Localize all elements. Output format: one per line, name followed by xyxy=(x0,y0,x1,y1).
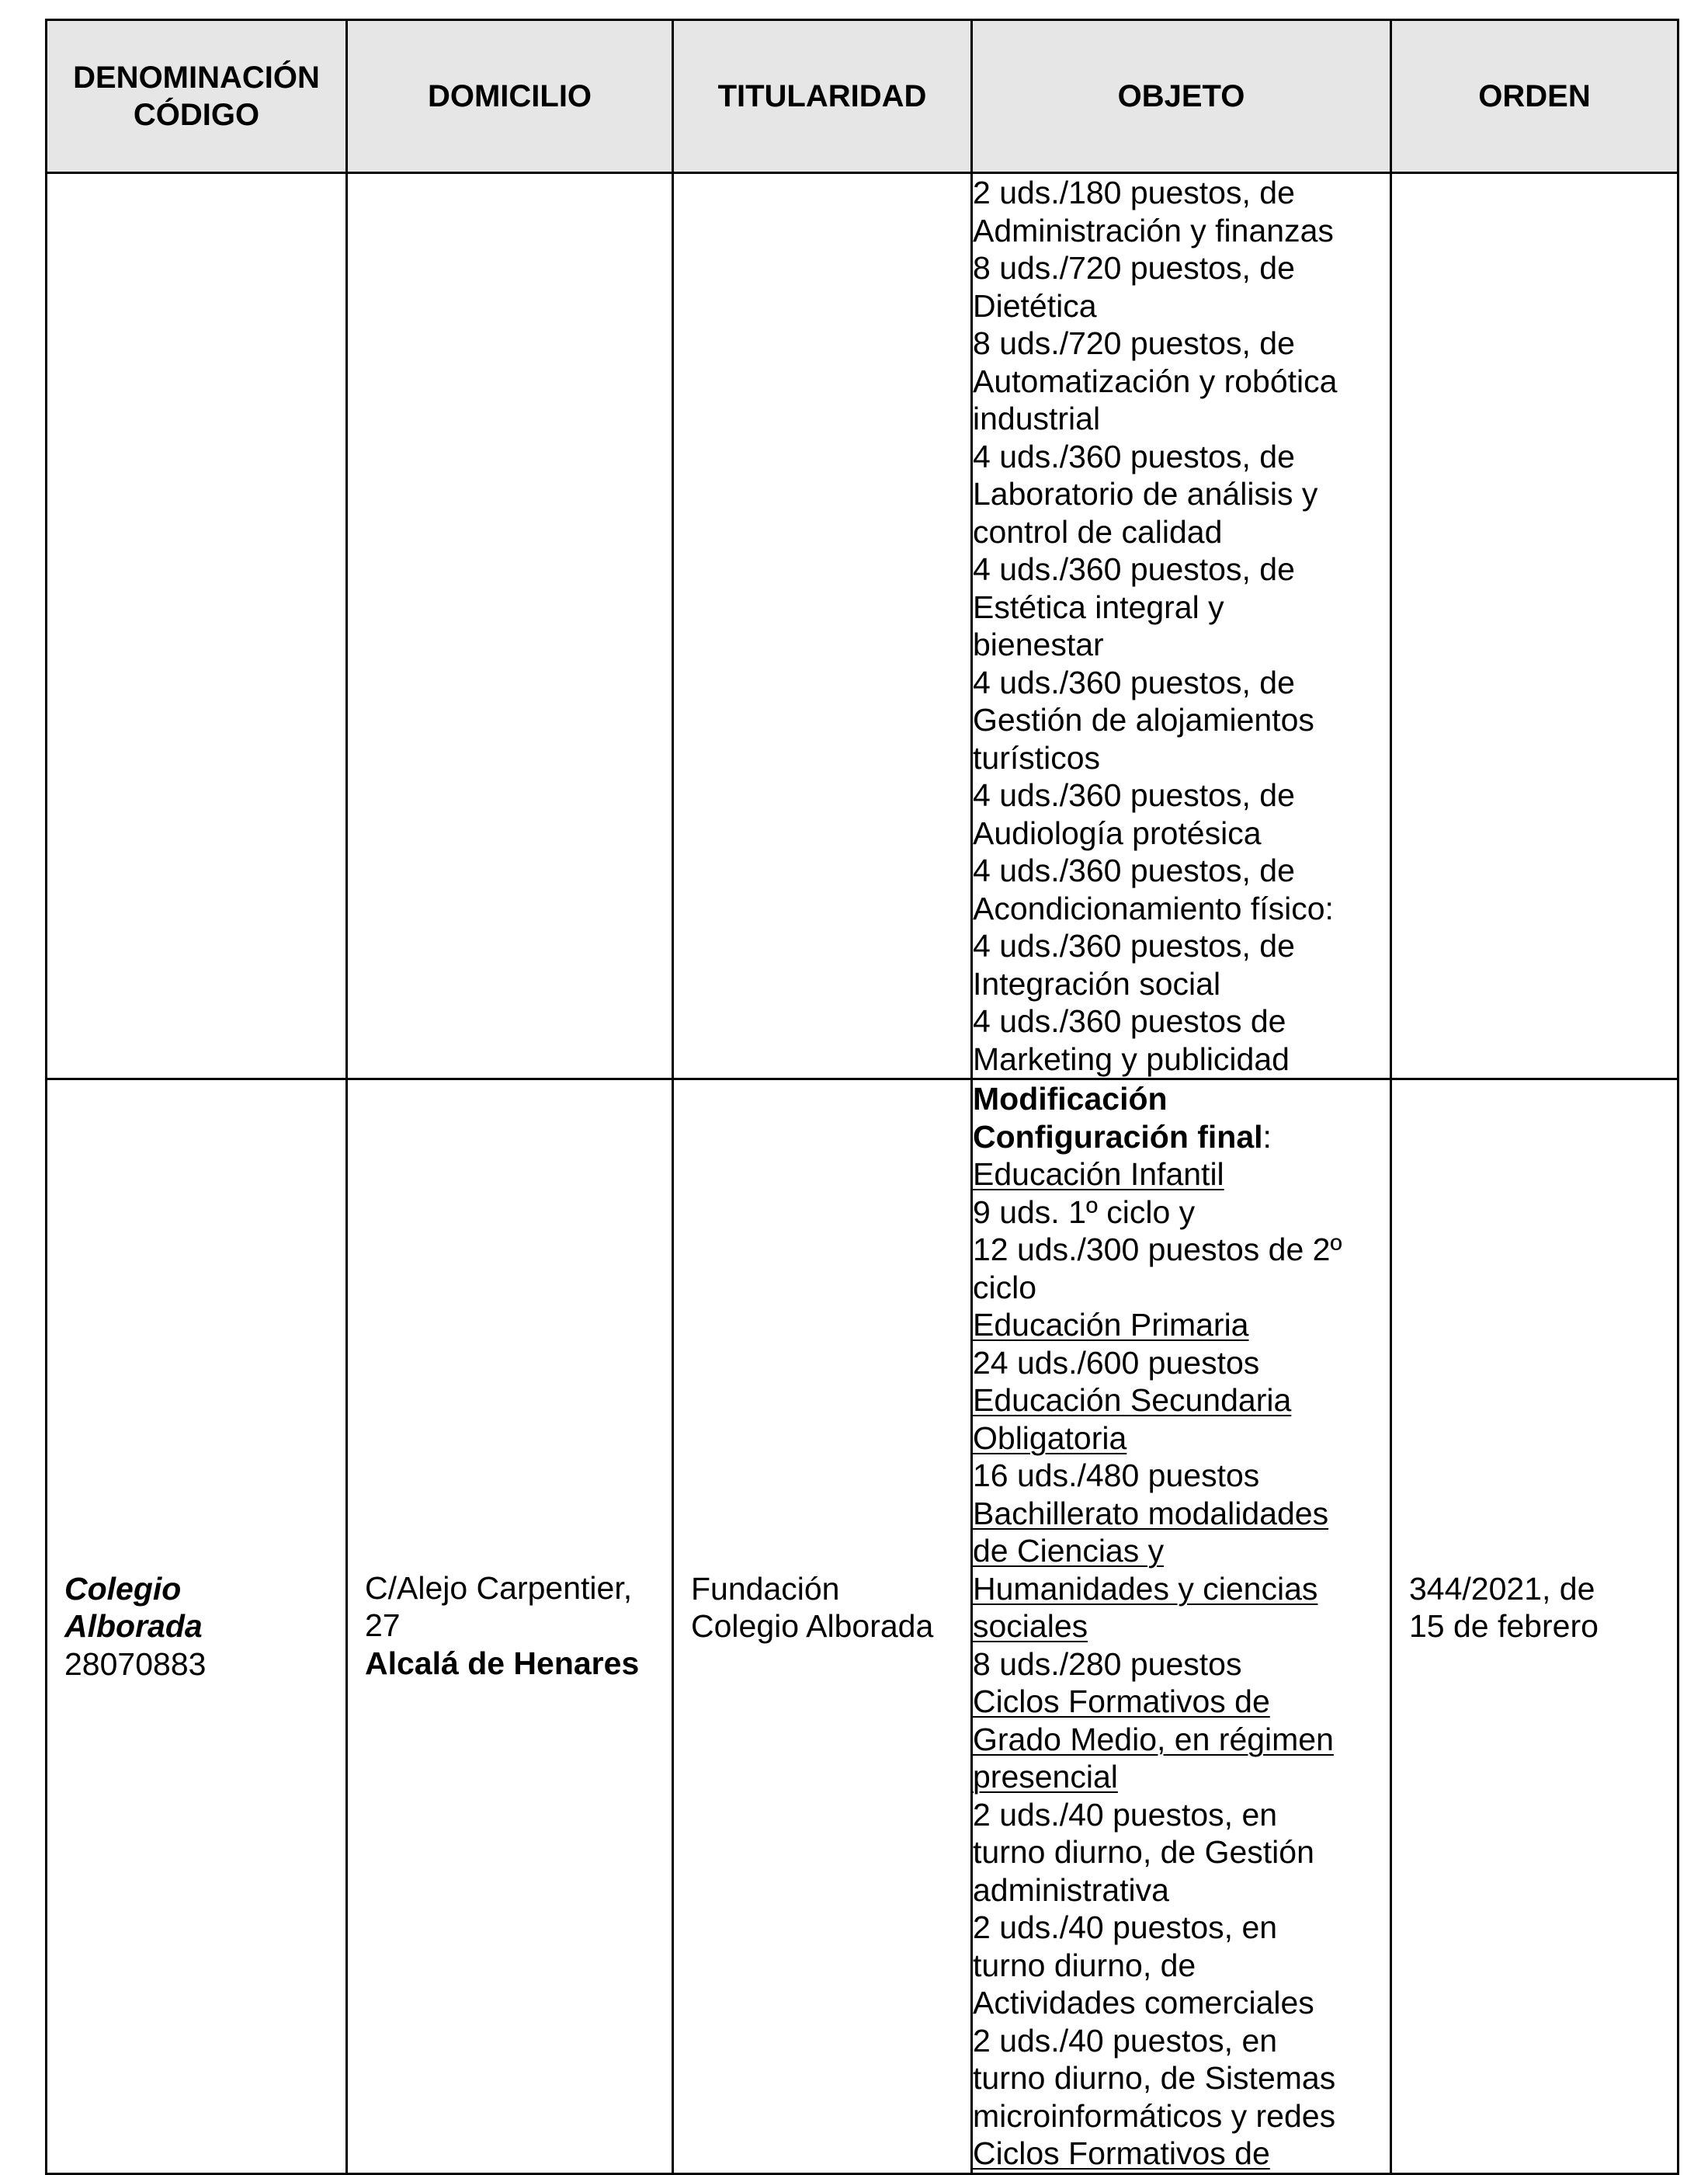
objeto-line xyxy=(973,2059,1390,2097)
objeto-line xyxy=(973,2135,1390,2173)
objeto-line xyxy=(973,1758,1390,1796)
objeto-line-text: Actividades comerciales xyxy=(973,1985,1314,2020)
objeto-line-text: de Ciencias y xyxy=(973,1533,1165,1569)
objeto-line: Audiología protésica xyxy=(973,815,1262,851)
objeto-line-text: 8 uds./280 puestos xyxy=(973,1645,1242,1682)
objeto-line-text: turno diurno, de Gestión xyxy=(973,1834,1314,1870)
header-titularidad: TITULARIDAD xyxy=(673,20,972,173)
row1-titularidad-cell xyxy=(673,173,972,1079)
objeto-line: Dietética xyxy=(973,287,1097,324)
objeto-line: 4 uds./360 puestos, de xyxy=(973,664,1295,700)
objeto-line-text: sociales xyxy=(973,1608,1088,1644)
owner-line-1: Fundación xyxy=(691,1570,840,1607)
header-denominacion-codigo xyxy=(47,20,347,173)
objeto-line xyxy=(973,1683,1390,1721)
objeto-line-text: Bachillerato modalidades xyxy=(973,1495,1329,1531)
objeto-line xyxy=(973,1909,1390,1947)
objeto-line-text: Educación Infantil xyxy=(973,1156,1224,1192)
objeto-line xyxy=(973,1231,1390,1269)
objeto-line: 8 uds./720 puestos, de xyxy=(973,250,1295,286)
header-domicilio: DOMICILIO xyxy=(347,20,673,173)
address-street-1: C/Alejo Carpentier, xyxy=(365,1569,633,1606)
objeto-line xyxy=(973,1570,1390,1608)
objeto-line: 2 uds./180 puestos, de xyxy=(973,175,1295,210)
objeto-line: 4 uds./360 puestos, de xyxy=(973,777,1295,813)
objeto-colon: : xyxy=(1262,1118,1272,1155)
objeto-line-text: 24 uds./600 puestos xyxy=(973,1344,1260,1381)
header-codigo: CÓDIGO xyxy=(133,98,260,132)
objeto-line: 8 uds./720 puestos, de xyxy=(973,325,1295,361)
objeto-line: Laboratorio de análisis y xyxy=(973,476,1318,512)
objeto-line-text: turno diurno, de xyxy=(973,1947,1196,1983)
objeto-line xyxy=(973,1155,1390,1193)
objeto-line: Automatización y robótica xyxy=(973,363,1338,399)
row1-objeto-lines xyxy=(973,174,1390,1078)
table-row xyxy=(47,1079,1678,2174)
objeto-line xyxy=(973,1344,1390,1382)
objeto-line-text: 16 uds./480 puestos xyxy=(973,1458,1260,1493)
objeto-line-text: Educación Primaria xyxy=(973,1307,1249,1343)
objeto-line-text: Humanidades y ciencias xyxy=(973,1570,1318,1607)
objeto-line xyxy=(973,1984,1390,2022)
objeto-line-text: microinformáticos y redes xyxy=(973,2097,1336,2134)
orden-line-1: 344/2021, de xyxy=(1409,1570,1595,1607)
objeto-line xyxy=(973,1457,1390,1495)
objeto-line xyxy=(973,2097,1390,2135)
objeto-line-text: 2 uds./40 puestos, en xyxy=(973,1909,1278,1945)
objeto-line-text: 2 uds./40 puestos, en xyxy=(973,2022,1278,2059)
objeto-line: 4 uds./360 puestos, de xyxy=(973,928,1295,964)
objeto-line xyxy=(973,1607,1390,1645)
objeto-line xyxy=(973,1645,1390,1683)
address-street-2: 27 xyxy=(365,1607,401,1643)
objeto-line: 4 uds./360 puestos, de xyxy=(973,551,1295,587)
objeto-line: Estética integral y xyxy=(973,589,1224,625)
objeto-line: industrial xyxy=(973,401,1101,436)
register-table xyxy=(45,19,1679,2175)
objeto-line xyxy=(973,1796,1390,1834)
objeto-line xyxy=(973,1947,1390,1985)
row1-orden-cell xyxy=(1391,173,1678,1079)
objeto-line xyxy=(973,1871,1390,1909)
row2-objeto-lines xyxy=(973,1155,1390,2173)
school-code: 28070883 xyxy=(64,1645,207,1682)
objeto-line-text: 2 uds./40 puestos, en xyxy=(973,1796,1278,1833)
row2-denominacion-cell xyxy=(47,1079,347,2174)
objeto-line xyxy=(973,1381,1390,1419)
table-header-row xyxy=(47,20,1678,173)
objeto-line: Marketing y publicidad xyxy=(973,1041,1290,1077)
school-name-line-1: Colegio xyxy=(64,1570,182,1607)
objeto-line-text: Educación Secundaria xyxy=(973,1382,1292,1418)
objeto-line-text: Ciclos Formativos de xyxy=(973,1683,1270,1719)
objeto-line: 4 uds./360 puestos de xyxy=(973,1003,1286,1039)
objeto-line-text: Obligatoria xyxy=(973,1419,1127,1456)
objeto-line-text: 9 uds. 1º ciclo y xyxy=(973,1193,1196,1230)
objeto-line-text: 12 uds./300 puestos de 2º xyxy=(973,1232,1342,1267)
objeto-line: Gestión de alojamientos xyxy=(973,702,1314,738)
objeto-line xyxy=(973,1419,1390,1458)
objeto-line xyxy=(973,1306,1390,1344)
objeto-line-text: presencial xyxy=(973,1759,1118,1795)
row1-denominacion-cell xyxy=(47,173,347,1079)
orden-line-2: 15 de febrero xyxy=(1409,1608,1599,1645)
objeto-line: Acondicionamiento físico: xyxy=(973,890,1334,926)
objeto-line xyxy=(973,1193,1390,1232)
objeto-line xyxy=(973,1269,1390,1307)
objeto-line-text: administrativa xyxy=(973,1871,1169,1908)
objeto-line-text: turno diurno, de Sistemas xyxy=(973,2060,1336,2096)
school-name-line-2: Alborada xyxy=(64,1608,203,1644)
row2-objeto-cell xyxy=(972,1079,1391,2174)
header-denominacion: DENOMINACIÓN xyxy=(73,61,320,95)
objeto-line xyxy=(973,2022,1390,2060)
row1-domicilio-cell xyxy=(347,173,673,1079)
row1-objeto-cell xyxy=(972,173,1391,1079)
objeto-line-text: Grado Medio, en régimen xyxy=(973,1721,1334,1757)
objeto-modificacion: Modificación xyxy=(973,1081,1168,1117)
objeto-line: bienestar xyxy=(973,627,1104,662)
owner-line-2: Colegio Alborada xyxy=(691,1608,934,1645)
objeto-line xyxy=(973,1721,1390,1759)
objeto-line-text: ciclo xyxy=(973,1269,1037,1305)
objeto-line xyxy=(973,1532,1390,1570)
objeto-line xyxy=(973,1495,1390,1533)
objeto-line: turísticos xyxy=(973,739,1101,776)
objeto-line: Integración social xyxy=(973,965,1221,1002)
row2-orden-cell xyxy=(1391,1079,1678,2174)
address-city: Alcalá de Henares xyxy=(365,1645,640,1681)
objeto-line: 4 uds./360 puestos, de xyxy=(973,853,1295,888)
row2-domicilio-cell xyxy=(347,1079,673,2174)
header-objeto: OBJETO xyxy=(972,20,1391,173)
objeto-line-text: Ciclos Formativos de xyxy=(973,2135,1270,2171)
header-orden: ORDEN xyxy=(1391,20,1678,173)
objeto-configuracion-final: Configuración final xyxy=(973,1118,1263,1155)
table-row xyxy=(47,173,1678,1079)
objeto-line: control de calidad xyxy=(973,513,1223,550)
row2-titularidad-cell xyxy=(673,1079,972,2174)
objeto-line: 4 uds./360 puestos, de xyxy=(973,438,1295,474)
objeto-line: Administración y finanzas xyxy=(973,212,1334,248)
objeto-line xyxy=(973,1833,1390,1871)
